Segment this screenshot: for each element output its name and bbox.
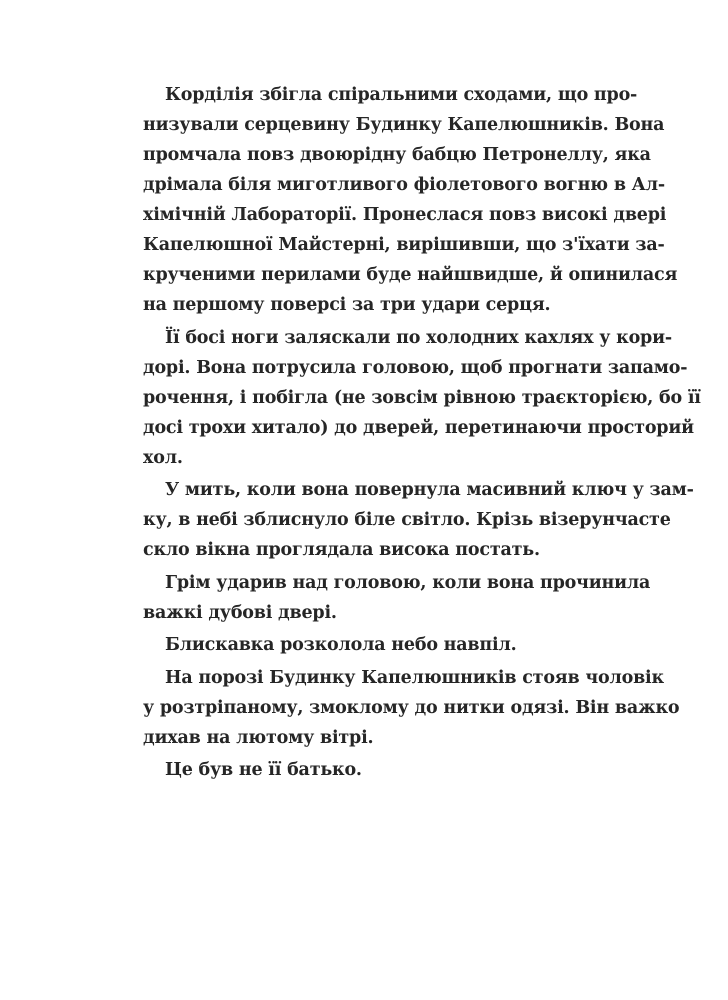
text-line: важкі дубові двері. bbox=[143, 602, 337, 623]
text-line: скло вікна проглядала висока постать. bbox=[143, 540, 540, 560]
text-line: Це був не її батько. bbox=[165, 760, 362, 780]
text-line: крученими перилами буде найшвидше, й опинилася bbox=[143, 265, 678, 285]
paragraph bbox=[143, 630, 583, 660]
text-line: Блискавка розколола небо навпіл. bbox=[165, 635, 517, 655]
text-line: дрімала біля миготливого фіолетового вогню в Ал- bbox=[143, 175, 665, 195]
text-line: дорі. Вона потрусила головою, щоб прогнати запамо- bbox=[143, 357, 688, 378]
text-line: на першому поверсі за три удари серця. bbox=[143, 295, 551, 315]
paragraph bbox=[143, 663, 680, 753]
text-line: досі трохи хитало) до дверей, перетинаючи просторий bbox=[143, 417, 694, 438]
paragraph bbox=[143, 475, 694, 565]
paragraph bbox=[143, 323, 701, 473]
text-line: ку, в небі зблиснуло біле світло. Крізь візерунчасте bbox=[143, 510, 671, 530]
book-page bbox=[143, 80, 701, 788]
text-line: низували серцевину Будинку Капелюшників. Вона bbox=[143, 115, 665, 135]
text-line: Її босі ноги заляскали по холодних кахлях у кори- bbox=[165, 327, 672, 348]
paragraph bbox=[143, 80, 678, 320]
text-line: промчала повз двоюрідну бабцю Петронеллу, яка bbox=[143, 145, 651, 165]
text-line: На порозі Будинку Капелюшників стояв чоловік bbox=[165, 667, 664, 688]
text-line: рочення, і побігла (не зовсім рівною траєкторією, бо її bbox=[143, 387, 701, 408]
text-line: У мить, коли вона повернула масивний ключ у зам- bbox=[165, 480, 694, 500]
text-line: хімічній Лабораторії. Пронеслася повз високі двері bbox=[143, 205, 667, 225]
text-line: хол. bbox=[143, 447, 183, 468]
text-line: Грім ударив над головою, коли вона прочинила bbox=[165, 572, 651, 593]
text-line: Корділія збігла спіральними сходами, що про- bbox=[165, 85, 638, 105]
text-line: у розтріпаному, змоклому до нитки одязі. Він важко bbox=[143, 697, 680, 718]
text-line: дихав на лютому вітрі. bbox=[143, 727, 374, 748]
paragraph bbox=[143, 755, 583, 785]
paragraph bbox=[143, 568, 651, 628]
text-line: Капелюшної Майстерні, вирішивши, що з'їхати за- bbox=[143, 235, 665, 255]
